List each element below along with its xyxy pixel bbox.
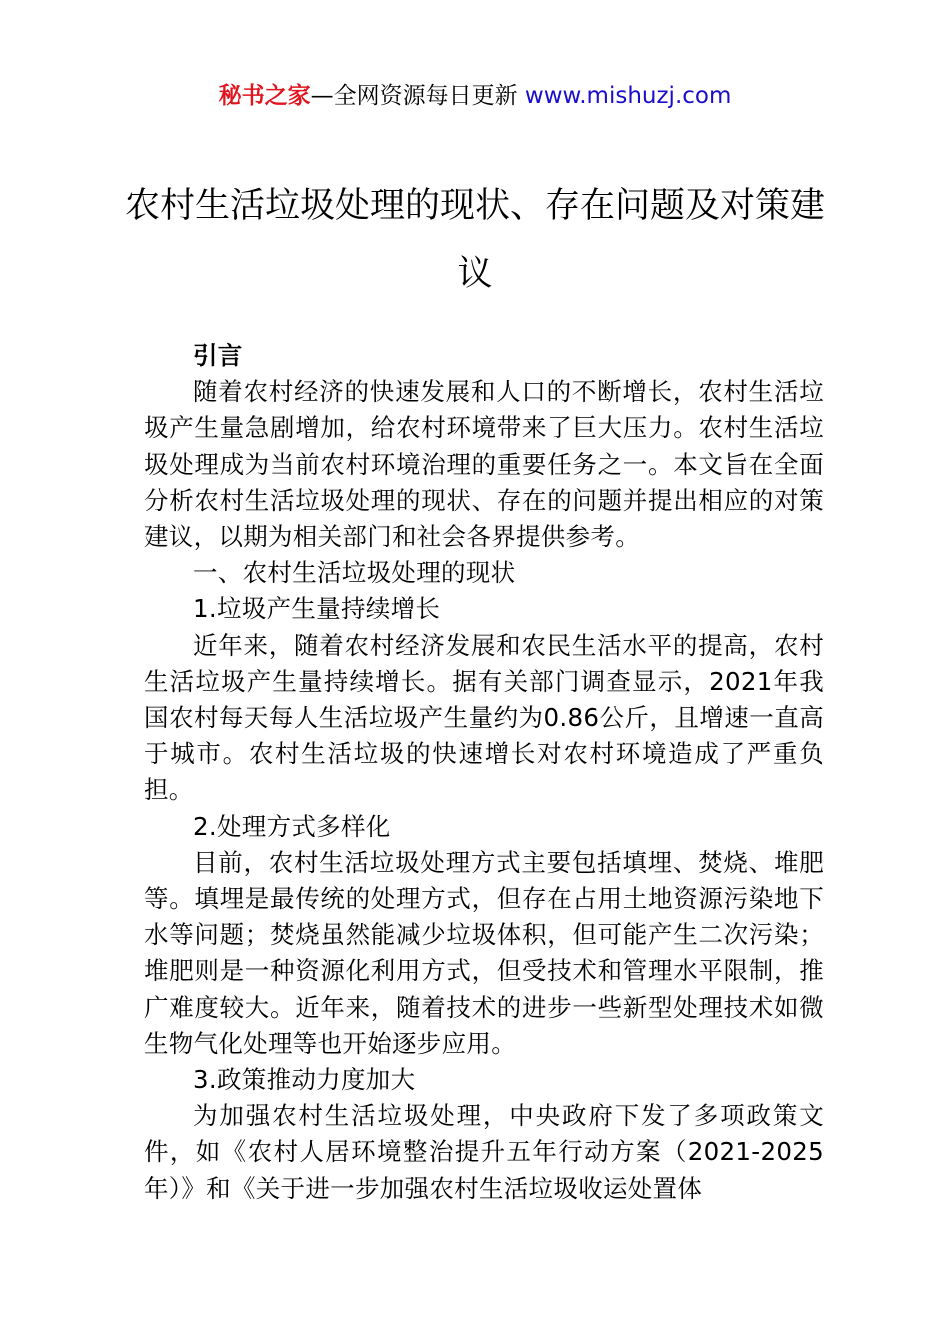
- paragraph: 近年来，随着农村经济发展和农民生活水平的提高，农村生活垃圾产生量持续增长。据有关部门调查显示，2021年我国农村每天每人生活垃圾产生量约为0.86公斤，且增速一直高于城市。农村生活垃圾的快速增长对农村环境造成了严重负担。: [144, 630, 824, 805]
- site-header: [0, 80, 950, 112]
- section-heading-intro: 引言: [193, 341, 243, 370]
- subsection-heading: 3.政策推动力度加大: [193, 1065, 416, 1095]
- paragraph: 随着农村经济的快速发展和人口的不断增长，农村生活垃圾产生量急剧增加，给农村环境带来了巨大压力。农村生活垃圾处理成为当前农村环境治理的重要任务之一。本文旨在全面分析农村生活垃圾处理的现状、存在的问题并提出相应的对策建议，以期为相关部门和社会各界提供参考。: [144, 377, 824, 552]
- site-brand: 秘书之家: [218, 83, 311, 109]
- document-body: [144, 338, 824, 1207]
- section-heading: 一、农村生活垃圾处理的现状: [193, 558, 516, 588]
- subsection-heading: 1.垃圾产生量持续增长: [193, 594, 441, 624]
- paragraph: 目前，农村生活垃圾处理方式主要包括填埋、焚烧、堆肥等。填埋是最传统的处理方式，但存在占用土地资源污染地下水等问题；焚烧虽然能减少垃圾体积，但可能产生二次污染；堆肥则是一种资源化利用方式，但受技术和管理水平限制，推广难度较大。近年来，随着技术的进步一些新型处理技术如微生物气化处理等也开始逐步应用。: [144, 847, 824, 1058]
- subsection-heading: 2.处理方式多样化: [193, 811, 391, 841]
- site-slogan: —全网资源每日更新: [310, 83, 525, 109]
- site-url-link[interactable]: www.mishuzj.com: [524, 83, 732, 109]
- paragraph: 为加强农村生活垃圾处理，中央政府下发了多项政策文件，如《农村人居环境整治提升五年行动方案（2021-2025年）》和《关于进一步加强农村生活垃圾收运处置体: [144, 1101, 824, 1203]
- document-title: 农村生活垃圾处理的现状、存在问题及对策建议: [124, 186, 825, 294]
